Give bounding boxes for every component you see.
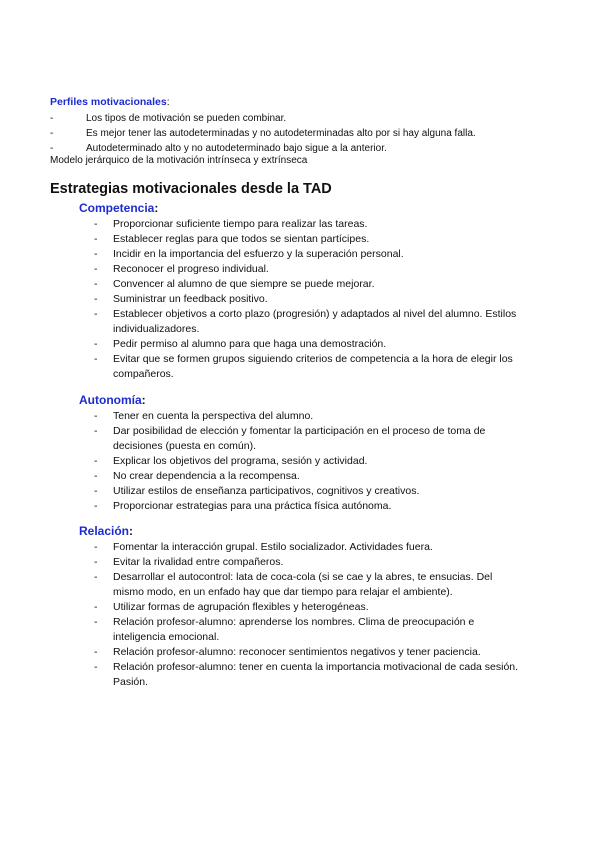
dash-bullet: - [94,278,98,290]
dash-bullet: - [94,485,98,497]
list-item [94,454,524,469]
autonomia-title [79,393,146,407]
competencia-title-colon: : [154,201,159,215]
list-item [94,307,524,337]
list-item-text: Tener en cuenta la perspectiva del alumno. [113,410,314,422]
list-item [94,555,524,570]
dash-marker: - [50,113,54,124]
dash-bullet: - [94,661,98,673]
modelo-line: Modelo jerárquico de la motivación intrínseca y extrínseca [50,155,308,166]
dash-bullet: - [94,571,98,583]
list-item-text: Convencer al alumno de que siempre se puede mejorar. [113,278,375,290]
list-item [94,352,524,382]
list-item [94,247,524,262]
list-item [94,424,524,454]
dash-bullet: - [94,500,98,512]
competencia-list [94,217,524,382]
dash-bullet: - [94,263,98,275]
perfiles-item [50,127,476,140]
dash-bullet: - [94,233,98,245]
perfiles-title [50,96,170,108]
dash-marker: - [50,128,54,139]
list-item-text: Suministrar un feedback positivo. [113,293,268,305]
list-item [94,645,524,660]
list-item-text: Desarrollar el autocontrol: lata de coca-cola (si se cae y la abres, te ensucias. Del mismo modo, en un enfado hay que dar tiempo para relajar el ambiente). [113,571,493,598]
list-item [94,615,524,645]
list-item-text: Evitar que se formen grupos siguiendo criterios de competencia a la hora de elegir los compañeros. [113,353,513,380]
list-item [94,277,524,292]
list-item [94,232,524,247]
list-item [94,292,524,307]
list-item-text: Utilizar formas de agrupación flexibles y heterogéneas. [113,601,369,613]
dash-bullet: - [94,308,98,320]
list-item [94,337,524,352]
dash-bullet: - [94,541,98,553]
list-item-text: Proporcionar estrategias para una práctica física autónoma. [113,500,392,512]
list-item-text: Evitar la rivalidad entre compañeros. [113,556,284,568]
perfiles-title-colon: : [166,96,170,108]
perfiles-title-text: Perfiles motivacionales [50,96,167,108]
relacion-list [94,540,524,690]
list-item-text: Reconocer el progreso individual. [113,263,269,275]
dash-bullet: - [94,218,98,230]
dash-bullet: - [94,616,98,628]
list-item [94,217,524,232]
perfiles-item-text: Los tipos de motivación se pueden combinar. [86,113,287,124]
list-item [94,484,524,499]
list-item-text: Incidir en la importancia del esfuerzo y la superación personal. [113,248,404,260]
list-item [94,409,524,424]
list-item [94,660,524,690]
list-item [94,540,524,555]
competencia-title [79,201,158,215]
autonomia-title-colon: : [141,393,146,407]
dash-bullet: - [94,353,98,365]
list-item-text: Dar posibilidad de elección y fomentar la participación en el proceso de toma de decisiones (puesta en común). [113,425,486,452]
list-item-text: Relación profesor-alumno: tener en cuenta la importancia motivacional de cada sesión. Pasión. [113,661,519,688]
dash-bullet: - [94,646,98,658]
dash-marker: - [50,143,54,154]
list-item [94,600,524,615]
list-item-text: Establecer objetivos a corto plazo (progresión) y adaptados al nivel del alumno. Estilos individualizadores. [113,308,517,335]
perfiles-item-text: Autodeterminado alto y no autodeterminado bajo sigue a la anterior. [86,143,387,154]
competencia-title-text: Competencia [79,201,155,215]
dash-bullet: - [94,470,98,482]
dash-bullet: - [94,248,98,260]
dash-bullet: - [94,455,98,467]
list-item-text: Utilizar estilos de enseñanza participativos, cognitivos y creativos. [113,485,420,497]
list-item-text: Explicar los objetivos del programa, sesión y actividad. [113,455,368,467]
list-item-text: Relación profesor-alumno: reconocer sentimientos negativos y tener paciencia. [113,646,481,658]
perfiles-item [50,142,387,155]
list-item-text: Establecer reglas para que todos se sientan partícipes. [113,233,370,245]
dash-bullet: - [94,601,98,613]
estrategias-heading: Estrategias motivacionales desde la TAD [50,181,332,197]
perfiles-item-text: Es mejor tener las autodeterminadas y no autodeterminadas alto por si hay alguna falla. [86,128,476,139]
autonomia-title-text: Autonomía [79,393,142,407]
relacion-title [79,524,133,538]
list-item-text: Proporcionar suficiente tiempo para realizar las tareas. [113,218,368,230]
relacion-title-text: Relación [79,524,130,538]
list-item [94,262,524,277]
list-item-text: Relación profesor-alumno: aprenderse los nombres. Clima de preocupación e inteligencia emocional. [113,616,475,643]
list-item [94,570,524,600]
list-item [94,469,524,484]
list-item [94,499,524,514]
perfiles-item [50,112,286,125]
dash-bullet: - [94,410,98,422]
relacion-title-colon: : [129,524,134,538]
dash-bullet: - [94,293,98,305]
dash-bullet: - [94,425,98,437]
autonomia-list [94,409,524,514]
list-item-text: Fomentar la interacción grupal. Estilo socializador. Actividades fuera. [113,541,433,553]
list-item-text: Pedir permiso al alumno para que haga una demostración. [113,338,387,350]
list-item-text: No crear dependencia a la recompensa. [113,470,300,482]
dash-bullet: - [94,338,98,350]
dash-bullet: - [94,556,98,568]
